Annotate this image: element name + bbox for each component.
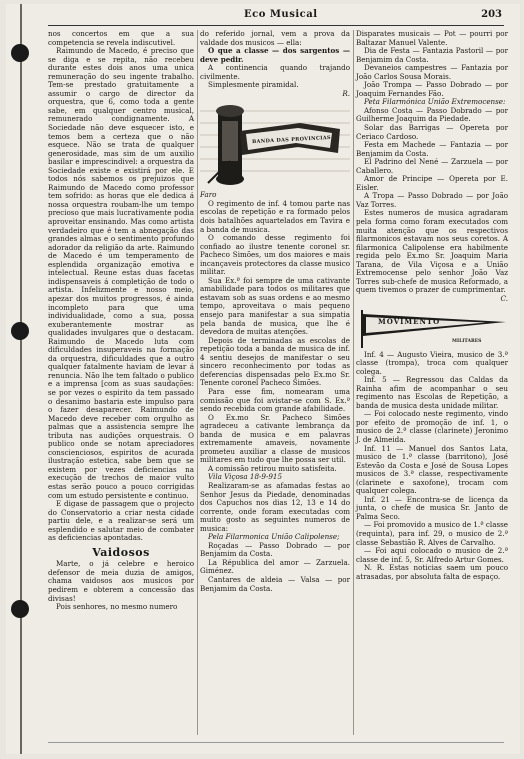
article-paragraph: O Ex.mo Sr. Pacheco Simões agradeceu a cativante lembrança da banda de musica e em palavras extremamente amaveis, novamente prometeu auxiliar a classe de musicos militares em tudo que lhe possa ser util. bbox=[200, 412, 350, 465]
article-paragraph: Devaneios campestres — Fantazia por João Carlos Sousa Morais. bbox=[356, 63, 508, 81]
article-paragraph: Pela Filarmonica União Calipolense; bbox=[208, 532, 340, 542]
engraving-label: BANDA DAS PROVINCIAS bbox=[251, 135, 332, 146]
signature: R. bbox=[342, 88, 350, 98]
footer-rule bbox=[48, 742, 504, 743]
article-paragraph: Estes numeros de musica agradaram pela forma como foram executados com muita atenção que os respectivos filarmonicos estavam nos seus coretos. A filarmonica Calipolense era habilmente regida pelo Ex.mo Sr. Joaquim Maria Tarana, de Vila Viçosa e a União Extremocense pelo senhor João Vaz Torres sub-chefe de musica Reformado, a quem tivemos o prazer de cumprimentar. bbox=[356, 208, 508, 295]
article-paragraph: Raimundo de Macedo, é preciso que se diga e se repita, não recebeu durante estes dois anos uma unica remuneração do seu ingente trabalho. Tem-se prestado gratuitamente a assumir o cargo de director da orquestra, que 6, como toda a gente sabe, em qualquer centro musical, remunerado condignamente. A Sociedade não deve esquecer isto, e temos bem a certeza que o não esquece. Não se trata de qualquer generosidade, mas sim de um auxilio basilar e imprescindivel: a orquestra da Sociedade existe e existirá por ele. E todos nós sabemos os prejuizos que Raimundo de Macedo como professor tem sofrido: as horas que ele dedica á nossa orquestra roubam-lhe um tempo precioso que mais lucrativamente podia aproveitar ensinando. Mas como artista verdadeiro que é tem a abnegação das grandes almas e o sentimento profundo adorador da religião da arte. Raimundo de Macedo é um temperamento de esplendida organização emotiva e intelectual. Reune estas duas facetas indispensaveis á completição de todo o artista. Infelizmente e nosso meio, apezar dos muitos progressos, é ainda incompleto para que uma individualidade, como a sua, possa exuberantemente mostrar as qualidades invulgares que o destacam. Raimundo de Macedo luta com dificuldades insuperaveis na formação da orquestra, dificuldades que a outro qualquer fatalmente haviam de levar á renuncia. Não lhe tem faltado o publico e a imprensa [com as suas saudações: se por vezes o espirito da tem passado o desanimo bastaria este impulso para o fazer desaparecer. Raimundo de Macedo deve receber com orgulho as palmas que a assistencia sempre lhe tributa nas audições orquestrais. O publico onde se notam apreciadores conscienciosos, espiritos de acurada ilustração estetica, sabe bem que se existem por vezes deficiencias na execução de trechos de maior vulto estas serão pouco a pouco corrigidas com um estudo persistente e continuo. bbox=[48, 46, 194, 500]
page-header bbox=[48, 9, 502, 25]
article-paragraph: Festa em Machede — Fantazia — por Benjamim da Costa. bbox=[356, 140, 508, 158]
bandas-engraving bbox=[200, 101, 350, 189]
article-paragraph: Pois senhores, no mesmo numero bbox=[56, 602, 178, 612]
article-paragraph: A continencia quando trajando civilmente. bbox=[200, 63, 350, 81]
column-divider bbox=[197, 30, 198, 735]
movement-entry: Inf. 11 — Manuel dos Santos Lata, musico de 1.ª classe (barritono), José Estevão da Costa e José de Sousa Lopes musicos de 3.ª classe, respectivamente (clarinete e saxofone), trocam com qualquer colega. bbox=[356, 443, 508, 496]
article-paragraph: Sua Ex.ª foi sempre de uma cativante amabilidade para todos os militares que estavam sob as suas ordens e ao mesmo tempo, aproveitava o mais pequeno ensejo para manifestar a sua simpatia pela banda de musica, que lhe é devedora de muitas atenções. bbox=[200, 275, 350, 337]
pennant-flag-illustration bbox=[356, 308, 508, 348]
binder-hole bbox=[11, 44, 29, 62]
newspaper-title: Eco Musical bbox=[244, 9, 318, 20]
article-paragraph: Simplesmente piramidal. bbox=[208, 80, 299, 90]
movement-entry: Inf. 5 — Regressou das Caldas da Rainha afim de acompanhar o seu regimento nas Escolas de Repetição, a banda de musica desta unidade militar. bbox=[356, 375, 508, 410]
place-heading-vila-vicosa: Vila Viçosa 18-9-915 bbox=[208, 472, 283, 482]
article-paragraph: E digase de passagem que o projecto do Conservatorio a criar nesta cidade partiu dele, e a realizar-se será um esplendido e salutar meio de combater as deficiencias apontadas. bbox=[48, 499, 194, 543]
article-paragraph: Roçadas — Passo Dobrado — por Benjamim da Costa. bbox=[200, 540, 350, 559]
binding-edge bbox=[20, 4, 22, 754]
article-paragraph: João Trompa — Passo Dobrado — por Joaquim Fernandes Fão. bbox=[356, 80, 508, 98]
article-paragraph: Cantares de aldeia — Valsa — por Benjamim da Costa. bbox=[200, 574, 350, 593]
article-paragraph: Amor de Principe — Opereta por E. Eisler. bbox=[356, 174, 508, 192]
column-3 bbox=[356, 30, 508, 581]
article-paragraph: Disparates musicais — Pot — pourri por Baltazar Manuel Valente. bbox=[356, 29, 508, 47]
article-paragraph: Para esse fim, nomearam uma comissão que foi avistar-se com S. Ex.ª sendo recebida com grande afabilidade. bbox=[200, 386, 350, 414]
section-title-vaidosos: Vaidosos bbox=[92, 545, 150, 559]
movement-entry: — Foi aqui colocado o musico de 2.ª classe de inf. 5, Sr. Alfredo Artur Gomes. bbox=[356, 546, 508, 564]
article-paragraph: El Padrino del Nené — Zarzuela — por Caballero. bbox=[356, 157, 508, 175]
column-2 bbox=[200, 30, 350, 593]
column-1 bbox=[48, 30, 194, 612]
article-paragraph: Afonso Costa — Passo Dobrado — por Guilherme Joaquim da Piedade. bbox=[356, 105, 508, 124]
movement-entry: N. R. Estas noticias saem um pouco atrasadas, por absoluta falta de espaço. bbox=[356, 563, 508, 581]
page-number: 203 bbox=[481, 9, 502, 20]
movement-entry: Inf. 4 — Augusto Vieira, musico de 3.ª classe (trompa), troca com qualquer colega. bbox=[356, 349, 508, 376]
movimento-pennant bbox=[356, 308, 508, 348]
movement-entry: — Foi colocado neste regimento, vindo por efeito de promoção de inf. 1, o musico de 2.ª classe (clarinete) Jeronimo J. de Almeida. bbox=[356, 409, 508, 444]
header-rule bbox=[48, 25, 504, 26]
place-heading-faro: Faro bbox=[200, 190, 217, 200]
article-paragraph: Depois de terminadas as escolas de repetição toda a banda de musica de inf. 4 sentiu desejos de manifestar o seu sincero reconhecimento por todas as deferencias dispensadas pelo Ex.mo Sr. Tenente coronel Pacheco Simões. bbox=[200, 335, 350, 388]
article-paragraph: O regimento de inf. 4 tomou parte nas escolas de repetição e ra formado pelos dois batalhões aquartelados em Tavira e a banda de musica. bbox=[200, 198, 350, 234]
pennant-label: MOVIMENTO bbox=[378, 316, 441, 326]
movement-entry: — Foi promovido a musico de 1.ª classe (requinta), para inf. 29, o musico de 2.ª classe Sebastião R. Alves de Carvalho. bbox=[356, 520, 508, 547]
movement-entry: Inf. 21 — Encontra-se de licença da junta, o chefe de musica Sr. Janto de Palma Seco. bbox=[356, 494, 508, 521]
pennant-sublabel: MILITARES bbox=[452, 338, 482, 344]
article-paragraph: A comissão retirou muito satisfeita. bbox=[208, 463, 337, 473]
article-paragraph: Marte, o já celebre e heroico defensor de meia duzia de amigos, chama vaidosos aos musicos por pedirem e obterem a concessão das divisas! bbox=[48, 559, 194, 603]
binder-hole bbox=[11, 600, 29, 618]
article-paragraph: nos concertos em que a sua competencia se revela indiscutivel. bbox=[48, 29, 194, 47]
article-paragraph: Peta Filarmónica União Extremocense: bbox=[364, 97, 506, 107]
column-divider bbox=[353, 30, 354, 735]
article-paragraph: Solar das Barrigas — Opereta por Ceriaco Cardoso. bbox=[356, 123, 508, 141]
article-paragraph: Realizaram-se as afamadas festas ao Senhor Jesus da Piedade, denominadas dos Capuchos nos dias 12, 13 e 14 do corrente, onde foram executadas com muito gosto as seguintes numeros de musica: bbox=[200, 480, 350, 533]
article-paragraph: O comando desse regimento foi confiado ao ilustre tenente coronel sr. Pacheco Simões, um dos maiores e mais incançaveis protectores da classe musico militar. bbox=[200, 233, 350, 277]
quoted-headline: O que a classe — dos sargentos — deve pedir. bbox=[200, 46, 350, 64]
article-paragraph: Dia de Festa — Fantazia Pastoril — por Benjamim da Costa. bbox=[356, 46, 508, 64]
binder-hole bbox=[11, 322, 29, 340]
article-paragraph: La Républica del amor — Zarzuela. Giménez. bbox=[200, 557, 350, 576]
signature: C. bbox=[500, 293, 508, 303]
article-paragraph: do referido jornal, vem a prova da valdade dos musicos — ella: bbox=[200, 29, 350, 47]
article-paragraph: A Tropa — Passo Dobrado — por João Vaz Torres. bbox=[356, 191, 508, 209]
